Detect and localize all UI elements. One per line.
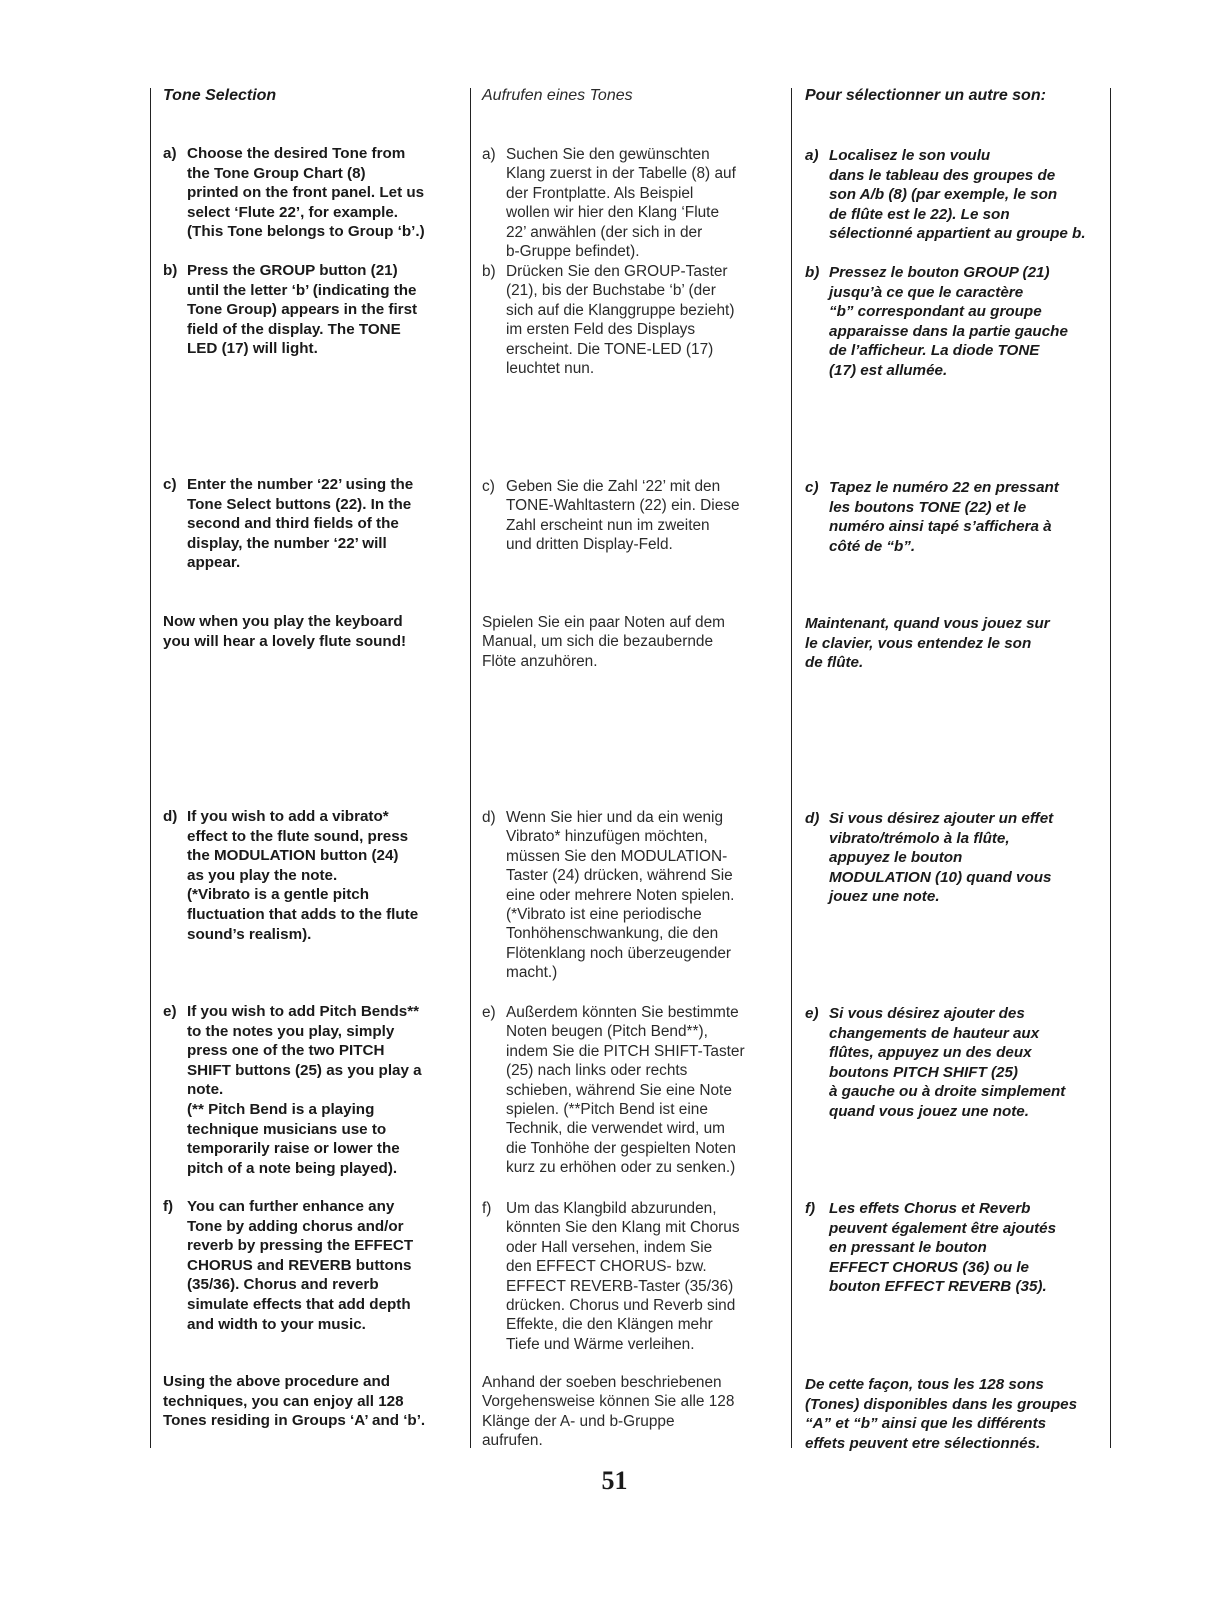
- column-divider-middle-left: [470, 88, 471, 1448]
- german-item-e: [482, 1003, 782, 1178]
- german-now-text: Spielen Sie ein paar Noten auf dem Manual, um sich die bezaubernde Flöte anzuhören.: [482, 614, 725, 670]
- english-item-letter: d): [163, 808, 178, 825]
- french-item-text: Tapez le numéro 22 en pressant les boutons TONE (22) et le numéro ainsi tapé s’affichera à côté de “b”.: [829, 479, 1059, 555]
- page-number: 51: [601, 1466, 628, 1495]
- column-divider-left: [150, 88, 151, 1448]
- english-item-text: Choose the desired Tone from the Tone Group Chart (8) printed on the front panel. Let us select ‘Flute 22’, for example. (This Tone belongs to Group ‘b’.): [187, 145, 425, 241]
- german-item-letter: e): [482, 1004, 496, 1021]
- english-item-text: If you wish to add Pitch Bends** to the notes you play, simply press one of the two PITCH SHIFT buttons (25) as you play a note. (** Pitch Bend is a playing technique musicians use to temporarily raise or lower the pitch of a note being played).: [187, 1003, 422, 1177]
- english-item-text: If you wish to add a vibrato* effect to the flute sound, press the MODULATION button (24) as you play the note. (*Vibrato is a gentle pitch fluctuation that adds to the flute sound’s realism).: [187, 808, 419, 943]
- french-closing-text: De cette façon, tous les 128 sons (Tones) disponibles dans les groupes “A” et “b” ainsi que les différents effets peuvent etre sélectionnés.: [805, 1376, 1078, 1452]
- german-closing-text: Anhand der soeben beschriebenen Vorgehensweise können Sie alle 128 Klänge der A- und b-Gruppe aufrufen.: [482, 1374, 735, 1450]
- german-item-c: [482, 477, 782, 555]
- french-now-text: Maintenant, quand vous jouez sur le clavier, vous entendez le son de flûte.: [805, 615, 1050, 672]
- german-item-letter: c): [482, 478, 495, 495]
- german-item-f: [482, 1199, 782, 1354]
- english-item-c: [163, 475, 453, 573]
- french-item-text: Les effets Chorus et Reverb peuvent également être ajoutés en pressant le bouton EFFECT CHORUS (36) ou le bouton EFFECT REVERB (35).: [829, 1200, 1057, 1296]
- french-item-text: Si vous désirez ajouter des changements de hauteur aux flûtes, appuyez un des deux boutons PITCH SHIFT (25) à gauche ou à droite simplement quand vous jouez une note.: [829, 1005, 1066, 1120]
- english-item-e: [163, 1002, 453, 1178]
- english-item-letter: b): [163, 262, 178, 279]
- french-item-letter: d): [805, 810, 820, 827]
- german-item-text: Wenn Sie hier und da ein wenig Vibrato* hinzufügen möchten, müssen Sie den MODULATION- Taster (24) drücken, während Sie eine oder mehrere Noten spielen. (*Vibrato ist eine periodische Tonhöhenschwankung, die den Flötenklang noch überzeugender macht.): [506, 809, 735, 982]
- german-item-letter: d): [482, 809, 496, 826]
- english-item-b: [163, 261, 453, 359]
- english-now-text: Now when you play the keyboard you will hear a lovely flute sound!: [163, 613, 407, 650]
- french-item-letter: c): [805, 479, 819, 496]
- french-item-letter: b): [805, 264, 820, 281]
- french-item-d: [805, 809, 1105, 907]
- german-item-d: [482, 808, 782, 983]
- german-item-text: Suchen Sie den gewünschten Klang zuerst in der Tabelle (8) auf der Frontplatte. Als Beispiel wollen wir hier den Klang ‘Flute 22’ anwählen (der sich in der b-Gruppe befindet).: [506, 146, 736, 261]
- french-item-text: Pressez le bouton GROUP (21) jusqu’à ce que le caractère “b” correspondant au groupe apparaisse dans la partie gauche de l’afficheur. La diode TONE (17) est allumée.: [829, 264, 1068, 379]
- french-item-e: [805, 1004, 1105, 1122]
- english-item-letter: e): [163, 1003, 177, 1020]
- french-item-text: Si vous désirez ajouter un effet vibrato/trémolo à la flûte, appuyez le bouton MODULATION (10) quand vous jouez une note.: [829, 810, 1054, 906]
- french-item-f: [805, 1199, 1105, 1297]
- german-item-text: Um das Klangbild abzurunden, könnten Sie den Klang mit Chorus oder Hall versehen, indem Sie den EFFECT CHORUS- bzw. EFFECT REVERB-Taster (35/36) drücken. Chorus und Reverb sind Effekte, die den Klängen mehr Tiefe und Wärme verleihen.: [506, 1200, 740, 1353]
- english-item-letter: a): [163, 145, 177, 162]
- german-item-text: Geben Sie die Zahl ‘22’ mit den TONE-Wahltastern (22) ein. Diese Zahl erscheint nun im zweiten und dritten Display-Feld.: [506, 478, 740, 554]
- french-heading: Pour sélectionner un autre son:: [805, 87, 1046, 104]
- english-item-letter: f): [163, 1198, 174, 1215]
- german-item-letter: b): [482, 263, 496, 280]
- french-item-letter: a): [805, 147, 819, 164]
- english-closing-text: Using the above procedure and techniques, you can enjoy all 128 Tones residing in Groups ‘A’ and ‘b’.: [163, 1373, 426, 1430]
- french-item-b: [805, 263, 1105, 381]
- english-item-text: You can further enhance any Tone by adding chorus and/or reverb by pressing the EFFECT CHORUS and REVERB buttons (35/36). Chorus and reverb simulate effects that add depth and width to your music.: [187, 1198, 414, 1333]
- english-item-letter: c): [163, 476, 177, 493]
- english-item-text: Enter the number ‘22’ using the Tone Select buttons (22). In the second and third fields of the display, the number ‘22’ will appear.: [187, 476, 414, 572]
- german-item-text: Drücken Sie den GROUP-Taster (21), bis der Buchstabe ‘b’ (der sich auf die Klanggruppe bezieht) im ersten Feld des Displays erscheint. Die TONE-LED (17) leuchtet nun.: [506, 263, 735, 378]
- german-heading: Aufrufen eines Tones: [482, 87, 633, 104]
- english-item-f: [163, 1197, 453, 1334]
- german-item-a: [482, 145, 782, 261]
- french-item-a: [805, 146, 1105, 244]
- english-item-text: Press the GROUP button (21) until the letter ‘b’ (indicating the Tone Group) appears in the first field of the display. The TONE LED (17) will light.: [187, 262, 418, 358]
- english-heading: Tone Selection: [163, 87, 277, 104]
- english-item-d: [163, 807, 453, 944]
- column-divider-middle-right: [791, 88, 792, 1448]
- german-item-b: [482, 262, 782, 378]
- french-item-text: Localisez le son voulu dans le tableau des groupes de son A/b (8) (par exemple, le son de flûte est le 22). Le son sélectionné appartient au groupe b.: [829, 147, 1086, 243]
- french-item-letter: f): [805, 1200, 816, 1217]
- english-item-a: [163, 144, 453, 242]
- german-item-letter: a): [482, 146, 496, 163]
- column-divider-right: [1110, 88, 1111, 1448]
- german-item-text: Außerdem könnten Sie bestimmte Noten beugen (Pitch Bend**), indem Sie die PITCH SHIFT-Taster (25) nach links oder rechts schieben, während Sie eine Note spielen. (**Pitch Bend ist eine Technik, die verwendet wird, um die Tonhöhe der gespielten Noten kurz zu erhöhen oder zu senken.): [506, 1004, 745, 1177]
- french-item-letter: e): [805, 1005, 819, 1022]
- german-item-letter: f): [482, 1200, 492, 1217]
- french-item-c: [805, 478, 1105, 556]
